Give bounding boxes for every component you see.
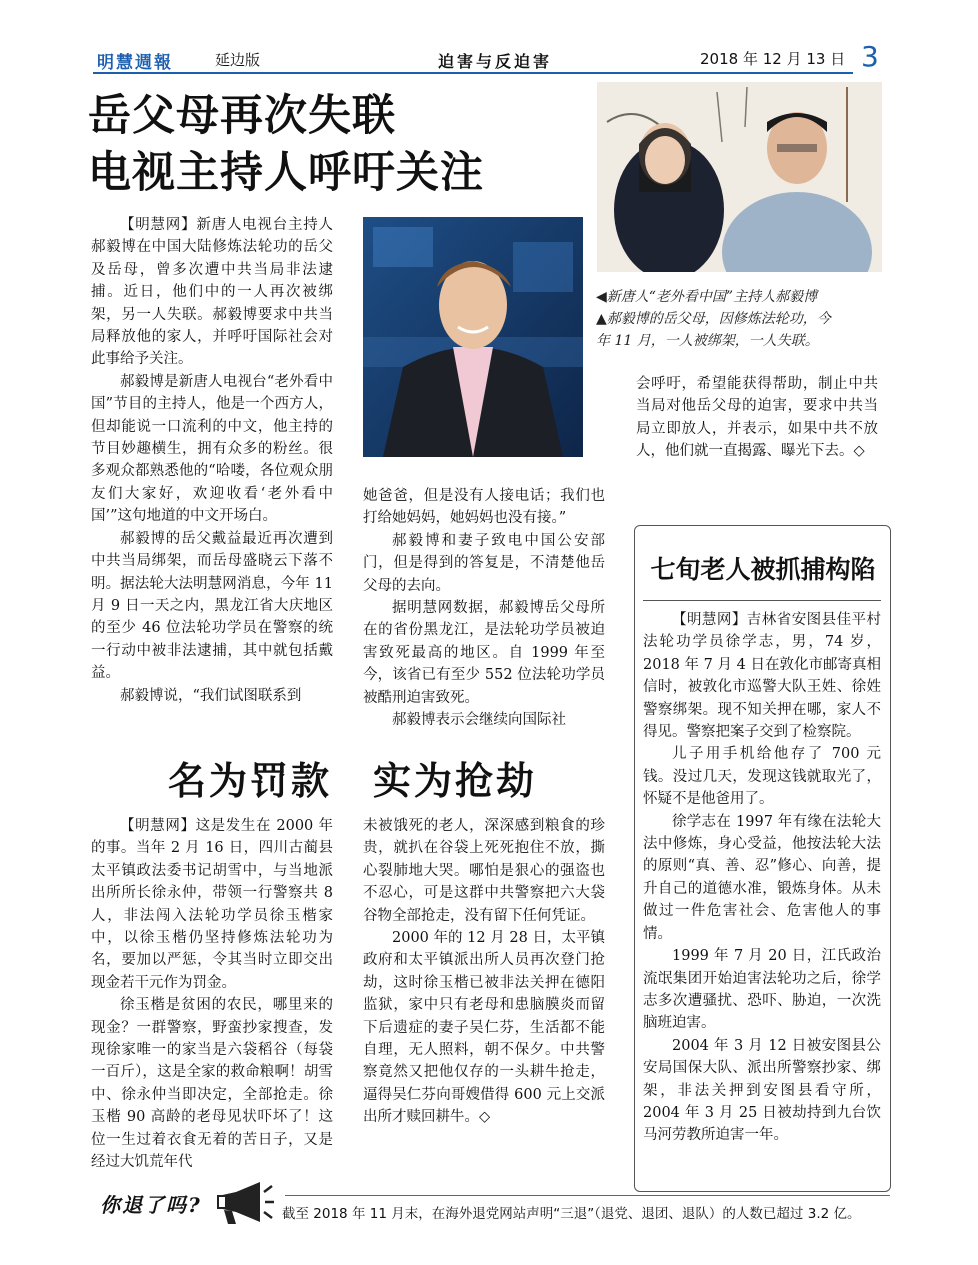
article1-headline-line2: 电视主持人呼吁关注 (88, 148, 484, 198)
host-portrait-photo (363, 217, 583, 457)
page-footer (90, 1175, 890, 1235)
header-rule (93, 72, 853, 74)
article1-paragraph: 会呼吁，希望能获得帮助，制止中共当局对他岳父母的迫害，要求中共当局立即放人，并表示，如果中共不放人，他们就一直揭露、曝光下去。◇ (636, 376, 878, 460)
newspaper-brand: 明慧週報 (97, 53, 173, 73)
page-number: 3 (861, 40, 879, 73)
edition-label: 延边版 (215, 51, 261, 69)
article1-column2 (363, 485, 605, 731)
article1-paragraph: 据明慧网数据，郝毅博岳父母所在的省份黑龙江，是法轮功学员被迫害致死最高的地区。自 1999 年至今，该省已有至少 552 位法轮功学员被酷刑迫害致死。 (363, 600, 605, 706)
article1-headline (88, 88, 588, 202)
photo-caption (596, 286, 884, 352)
article2-paragraph: 徐玉楷是贫困的农民，哪里来的现金？一群警察，野蛮抄家搜查，发现徐家唯一的家当是六袋稻谷（每袋一百斤），这是全家的救命粮啊！胡雪中、徐永仲当即决定，全部抢走。徐玉楷 90 高龄的老母见状吓坏了！这位一生过着衣食无着的苦日子，又是经过大饥荒年代 (91, 997, 333, 1171)
article1-paragraph: 【明慧网】新唐人电视台主持人郝毅博在中国大陆修炼法轮功的岳父及岳母，曾多次遭中共当局非法逮捕。近日，他们中的一人再次被绑架，另一人失联。郝毅博要求中共当局释放他的家人，并呼吁国际社会对此事给予关注。 (91, 217, 333, 368)
article2-paragraph: 【明慧网】这是发生在 2000 年的事。当年 2 月 16 日，四川古蔺县太平镇政法委书记胡雪中，与当地派出所所长徐永仲，带领一行警察共 8 人，非法闯入法轮功学员徐玉楷家中，以徐玉楷仍坚持修炼法轮功为名，要加以严惩，令其当时立即交出现金若干元作为罚金。 (91, 818, 333, 991)
article2-paragraph: 2000 年的 12 月 28 日，太平镇政府和太平镇派出所人员再次登门抢劫，这时徐玉楷已被非法关押在德阳监狱，家中只有老母和患脑膜炎而留下后遗症的妻子吴仁芬，生活都不能自理，无人照料，朝不保夕。中共警察竟然又把他仅存的一头耕牛抢走，逼得吴仁芬向哥嫂借得 600 元上交派出所才赎回耕牛。◇ (363, 930, 605, 1126)
article2-column2 (363, 815, 605, 1129)
issue-date: 2018 年 12 月 13 日 (700, 50, 846, 68)
article3-paragraph: 2004 年 3 月 12 日被安图县公安局国保大队、派出所警察抄家、绑架，非法关押到安图县看守所，2004 年 3 月 25 日被劫持到九台饮马河劳教所迫害一年。 (643, 1037, 881, 1144)
article3-body (643, 609, 881, 1147)
article1-paragraph: 郝毅博表示会继续向国际社 (392, 712, 566, 729)
article1-paragraph: 她爸爸，但是没有人接电话；我们也打给她妈妈，她妈妈也没有接。” (363, 488, 605, 527)
section-title: 迫害与反迫害 (438, 52, 553, 71)
article2-paragraph: 未被饿死的老人，深深感到粮食的珍贵，就扒在谷袋上死死抱住不放，撕心裂肺地大哭。哪怕是狠心的强盗也不忍心，可是这群中共警察把六大袋谷物全部抢走，没有留下任何凭证。 (363, 818, 605, 924)
sidebar-article-box (634, 525, 891, 1192)
article1-paragraph: 郝毅博说，“我们试图联系到 (120, 687, 302, 704)
page-header (93, 40, 888, 74)
article1-paragraph: 郝毅博是新唐人电视台“老外看中国”节目的主持人，他是一个西方人，但却能说一口流利的中文，他主持的节目妙趣横生，拥有众多的粉丝。很多观众都熟悉他的“哈喽，各位观众朋友们大家好，欢迎收看‘老外看中国’”这句地道的中文开场白。 (91, 373, 333, 525)
article2-headline: 名为罚款 实为抢劫 (168, 758, 538, 803)
couple-photo (597, 82, 882, 272)
footer-rule (285, 1195, 890, 1196)
article3-paragraph: 【明慧网】吉林省安图县佳平村法轮功学员徐学志，男，74 岁，2018 年 7 月 4 日在敦化市邮寄真相信时，被敦化市巡警大队王姓、徐姓警察绑架。现不知关押在哪，家人不得见。警察把案子交到了检察院。 (643, 612, 881, 741)
article1-column1 (91, 214, 333, 707)
article1-paragraph: 郝毅博的岳父戴益最近再次遭到中共当局绑架，而岳母盛晓云下落不明。据法轮大法明慧网消息，今年 11 月 9 日一天之内，黑龙江省大庆地区的至少 46 位法轮功学员在警察的统一行动中被非法逮捕，其中就包括戴益。 (91, 530, 333, 682)
footer-notice: 截至 2018 年 11 月末，在海外退党网站声明“三退”（退党、退团、退队）的人数已超过 3.2 亿。 (282, 1206, 861, 1222)
article3-paragraph: 儿子用手机给他存了 700 元钱。没过几天，发现这钱就取光了，怀疑不是他爸用了。 (643, 746, 881, 808)
article1-column3 (636, 373, 878, 463)
article3-headline: 七旬老人被抓捕构陷 (650, 555, 876, 584)
article1-paragraph: 郝毅博和妻子致电中国公安部门，但是得到的答复是，不清楚他岳父母的去向。 (363, 532, 605, 594)
article2-column1 (91, 815, 333, 1174)
caption-line1: ◀新唐人“老外看中国”主持人郝毅博 (596, 289, 818, 305)
caption-line3: 年 11 月，一人被绑架，一人失联。 (596, 333, 819, 349)
footer-slogan: 你退了吗? (100, 1193, 202, 1217)
article1-headline-line1: 岳父母再次失联 (88, 91, 396, 141)
article3-paragraph: 1999 年 7 月 20 日，江氏政治流氓集团开始迫害法轮功之后，徐学志多次遭骚扰、恐吓、胁迫，一次洗脑班迫害。 (643, 948, 881, 1032)
box-title-rule (643, 600, 881, 601)
article3-paragraph: 徐学志在 1997 年有缘在法轮大法中修炼，身心受益，他按法轮大法的原则“真、善、忍”修心、向善，提升自己的道德水准，锻炼身体。从未做过一件危害社会、危害他人的事情。 (643, 813, 881, 942)
caption-line2: ▲郝毅博的岳父母，因修炼法轮功，今 (596, 311, 831, 327)
megaphone-icon (212, 1178, 274, 1228)
